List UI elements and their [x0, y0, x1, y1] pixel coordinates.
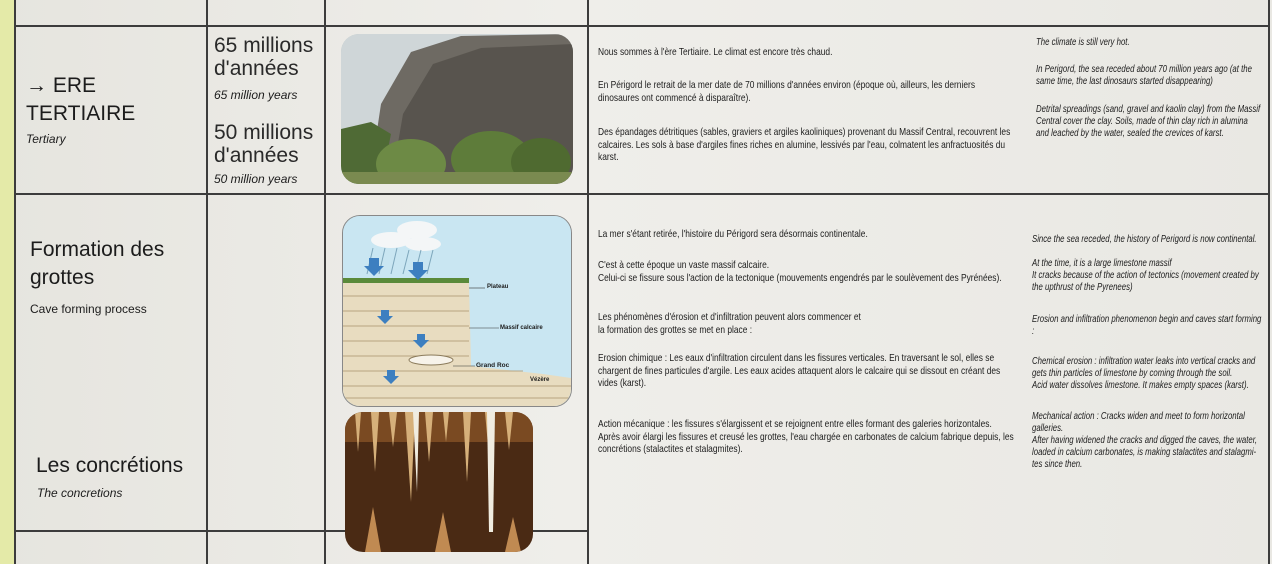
column-line — [587, 0, 589, 564]
tertiary-subtitle: Tertiary — [26, 132, 66, 146]
concretions-subtitle: The concretions — [37, 486, 123, 500]
tertiary-en-3: Detrital spreadings (sand, gravel and kaolin clay) from the Massif Central cover the clay. Soils, made of thin clay rich in alumina and leached by the water, sealed the crevices of karst. — [1036, 104, 1261, 139]
caves-subtitle: Cave forming process — [30, 302, 147, 316]
tertiary-fr-3: Des épandages détritiques (sables, graviers et argiles kaoliniques) provenant du Massif Central, recouvrent les calcaires. Les sols à base d'argiles fines riches en alumine, lessivés par l'eau, colmatent les anfractuosités du karst. — [598, 126, 1011, 163]
column-line — [1268, 0, 1270, 564]
diagram-label-massif: Massif calcaire — [500, 325, 543, 331]
date-65: 65 millions d'années — [214, 34, 314, 80]
tertiary-title: → ERE TERTIAIRE — [26, 74, 136, 125]
date-65-en: 65 million years — [214, 88, 298, 102]
tertiary-fr-1: Nous sommes à l'ère Tertiaire. Le climat est encore très chaud. — [598, 46, 833, 58]
diagram-label-grand-roc: Grand Roc — [476, 362, 510, 369]
column-line — [14, 0, 16, 564]
caves-en-4: Chemical erosion : infiltration water leaks into vertical cracks and gets thin particles of limestone by coming through the soil. Acid water dissolves limestone. It makes empty spaces (karst). — [1032, 356, 1256, 391]
caves-title: Formation des grottes — [30, 238, 165, 289]
caves-fr-3: Les phénomènes d'érosion et d'infiltration peuvent alors commencer et la formation des grottes se met en place : — [598, 311, 861, 336]
tertiary-fr-2: En Périgord le retrait de la mer date de 70 millions d'années environ (époque où, ailleurs, les derniers dinosaures ont commencé à disparaître). — [598, 79, 976, 104]
diagram-label-vezere: Vézère — [530, 377, 550, 383]
row-line — [14, 193, 1270, 195]
caves-fr-2: C'est à cette époque un vaste massif calcaire. Celui-ci se fissure sous l'action de la tectonique (mouvements engendrés par le soulèvement des Pyrénées). — [598, 259, 1002, 284]
board-edge — [0, 0, 14, 564]
tertiary-en-1: The climate is still very hot. — [1036, 37, 1130, 48]
row-line — [14, 25, 1270, 27]
concretions-title: Les concrétions — [36, 454, 184, 477]
caves-en-3: Erosion and infiltration phenomenon begin and caves start forming : — [1032, 314, 1262, 337]
column-line — [324, 0, 326, 564]
concretions-photo — [345, 412, 533, 552]
cliff-photo — [341, 34, 573, 184]
caves-en-2: At the time, it is a large limestone massif It cracks because of the action of tectonics (movement created by the upthrust of the Pyrenees) — [1032, 258, 1259, 293]
tertiary-en-2: In Perigord, the sea receded about 70 million years ago (at the same time, the last dinosaurs started disappearing) — [1036, 64, 1252, 87]
column-line — [206, 0, 208, 564]
caves-fr-4: Erosion chimique : Les eaux d'infiltration circulent dans les fissures verticales. En traversant le sol, elles se chargent de fines particules d'argile. Les eaux acides attaquent alors le calcaire qui se dissout en créant des vides (karst). — [598, 352, 1001, 389]
caves-fr-5: Action mécanique : les fissures s'élargissent et se rejoignent entre elles formant des galeries horizontales. Après avoir élargi les fissures et creusé les grottes, l'eau chargée en carbonates de calcium fabrique depuis, les concrétions (stalactites et stalagmites). — [598, 418, 1014, 455]
caves-fr-1: La mer s'étant retirée, l'histoire du Périgord sera désormais continentale. — [598, 228, 868, 240]
diagram-label-plateau: Plateau — [487, 284, 509, 290]
date-50: 50 millions d'années — [214, 121, 314, 167]
caves-en-5: Mechanical action : Cracks widen and meet to form horizontal galleries. After having widened the cracks and digged the caves, the water, loaded in calcium carbonates, is making stalactites and stalagmi-tes since then. — [1032, 411, 1258, 470]
caves-en-1: Since the sea receded, the history of Perigord is now continental. — [1032, 234, 1257, 245]
date-50-en: 50 million years — [214, 172, 298, 186]
